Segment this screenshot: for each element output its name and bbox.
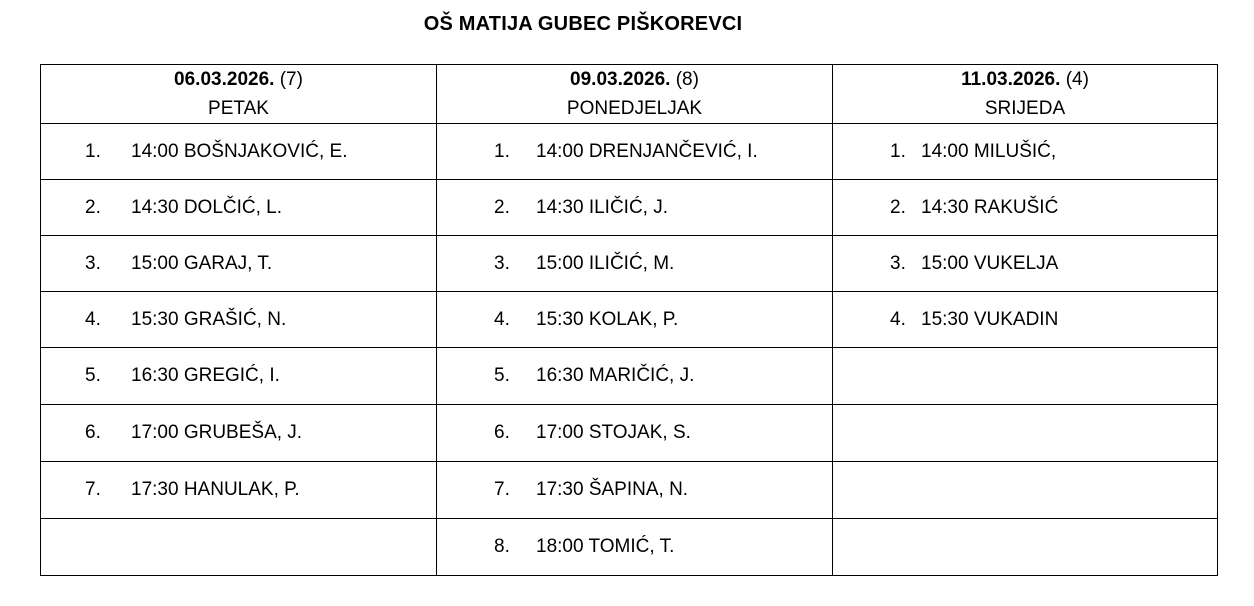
table-cell: [41, 462, 437, 519]
list-item: [437, 141, 832, 163]
entry-text: 14:30 RAKUŠIĆ: [921, 196, 1059, 218]
list-item: [437, 309, 832, 331]
entry-number: 2.: [494, 196, 510, 218]
list-item: [41, 141, 436, 163]
table-cell-empty: [833, 462, 1218, 519]
table-cell-empty: [833, 519, 1218, 576]
table-cell: [41, 124, 437, 180]
column-header-3: [833, 65, 1218, 124]
entry-text: 14:00 BOŠNJAKOVIĆ, E.: [131, 140, 348, 162]
entry-text: 14:30 DOLČIĆ, L.: [131, 196, 283, 218]
list-item: [833, 309, 1217, 331]
list-item: [437, 365, 832, 387]
list-item: [437, 536, 832, 558]
entry-text: 14:00 MILUŠIĆ,: [921, 140, 1057, 162]
list-item: [41, 365, 436, 387]
column-count: (7): [279, 69, 303, 90]
entry-text: 18:00 TOMIĆ, T.: [536, 536, 675, 557]
list-item: [833, 253, 1217, 275]
table-cell: [437, 348, 833, 405]
entry-number: 7.: [85, 479, 101, 500]
list-item: [41, 253, 436, 275]
list-item: [41, 422, 436, 444]
entry-number: 3.: [85, 252, 101, 274]
entry-text: 17:30 ŠAPINA, N.: [536, 479, 689, 500]
table-row: [41, 519, 1218, 576]
entry-number: 7.: [494, 479, 510, 500]
list-item: [437, 197, 832, 219]
table-cell-empty: [41, 519, 437, 576]
table-cell: [41, 292, 437, 348]
table-cell: [437, 462, 833, 519]
table-cell-empty: [833, 405, 1218, 462]
column-date: 11.03.2026.: [961, 69, 1061, 90]
entry-text: 14:00 DRENJANČEVIĆ, I.: [536, 140, 758, 162]
table-row: [41, 292, 1218, 348]
table-cell: [437, 180, 833, 236]
entry-number: 4.: [85, 308, 101, 330]
table-cell: [41, 405, 437, 462]
entry-text: 17:00 STOJAK, S.: [536, 422, 691, 443]
list-item: [437, 479, 832, 501]
table-cell: [41, 348, 437, 405]
column-day: SRIJEDA: [984, 98, 1066, 119]
entry-text: 16:30 MARIČIĆ, J.: [536, 365, 695, 386]
entry-number: 2.: [85, 196, 101, 218]
entry-number: 3.: [890, 252, 906, 274]
table-cell: [833, 292, 1218, 348]
table-cell: [833, 124, 1218, 180]
entry-number: 3.: [494, 252, 510, 274]
schedule-table: [40, 64, 1218, 576]
list-item: [437, 422, 832, 444]
table-cell: [437, 519, 833, 576]
table-cell: [41, 180, 437, 236]
list-item: [41, 479, 436, 501]
table-row: [41, 236, 1218, 292]
table-cell: [41, 236, 437, 292]
column-header-2: [437, 65, 833, 124]
entry-text: 15:30 GRAŠIĆ, N.: [131, 308, 287, 330]
entry-text: 14:30 ILIČIĆ, J.: [536, 196, 669, 218]
entry-text: 16:30 GREGIĆ, I.: [131, 365, 280, 386]
column-day: PETAK: [208, 98, 269, 119]
table-row: [41, 462, 1218, 519]
document-title: OŠ MATIJA GUBEC PIŠKOREVCI: [423, 13, 743, 35]
column-count: (8): [675, 69, 699, 90]
entry-number: 4.: [494, 308, 510, 330]
table-row: [41, 348, 1218, 405]
entry-number: 5.: [494, 365, 510, 386]
entry-number: 6.: [494, 422, 510, 443]
table-cell: [833, 180, 1218, 236]
table-row: [41, 405, 1218, 462]
entry-number: 6.: [85, 422, 101, 443]
entry-number: 2.: [890, 196, 906, 218]
column-header-1: [41, 65, 437, 124]
table-cell: [437, 236, 833, 292]
entry-number: 1.: [494, 140, 510, 162]
column-date: 06.03.2026.: [174, 69, 275, 90]
list-item: [833, 197, 1217, 219]
table-cell: [437, 405, 833, 462]
entry-text: 15:30 KOLAK, P.: [536, 308, 679, 330]
table-cell: [833, 236, 1218, 292]
table-row: [41, 180, 1218, 236]
entry-number: 8.: [494, 536, 510, 557]
header-row: [41, 65, 1218, 124]
entry-text: 15:00 VUKELJA: [921, 252, 1059, 274]
list-item: [833, 141, 1217, 163]
column-count: (4): [1065, 69, 1089, 90]
table-cell: [437, 292, 833, 348]
entry-text: 15:00 GARAJ, T.: [131, 252, 273, 274]
entry-text: 15:00 ILIČIĆ, M.: [536, 252, 675, 274]
entry-text: 15:30 VUKADIN: [921, 308, 1059, 330]
column-date: 09.03.2026.: [570, 69, 671, 90]
table-cell-empty: [833, 348, 1218, 405]
column-day: PONEDJELJAK: [566, 98, 703, 119]
entry-number: 1.: [890, 140, 906, 162]
list-item: [41, 309, 436, 331]
table-row: [41, 124, 1218, 180]
entry-number: 5.: [85, 365, 101, 386]
table-cell: [437, 124, 833, 180]
list-item: [437, 253, 832, 275]
entry-number: 4.: [890, 308, 906, 330]
list-item: [41, 197, 436, 219]
entry-number: 1.: [85, 140, 101, 162]
entry-text: 17:30 HANULAK, P.: [131, 479, 300, 500]
entry-text: 17:00 GRUBEŠA, J.: [131, 422, 303, 443]
